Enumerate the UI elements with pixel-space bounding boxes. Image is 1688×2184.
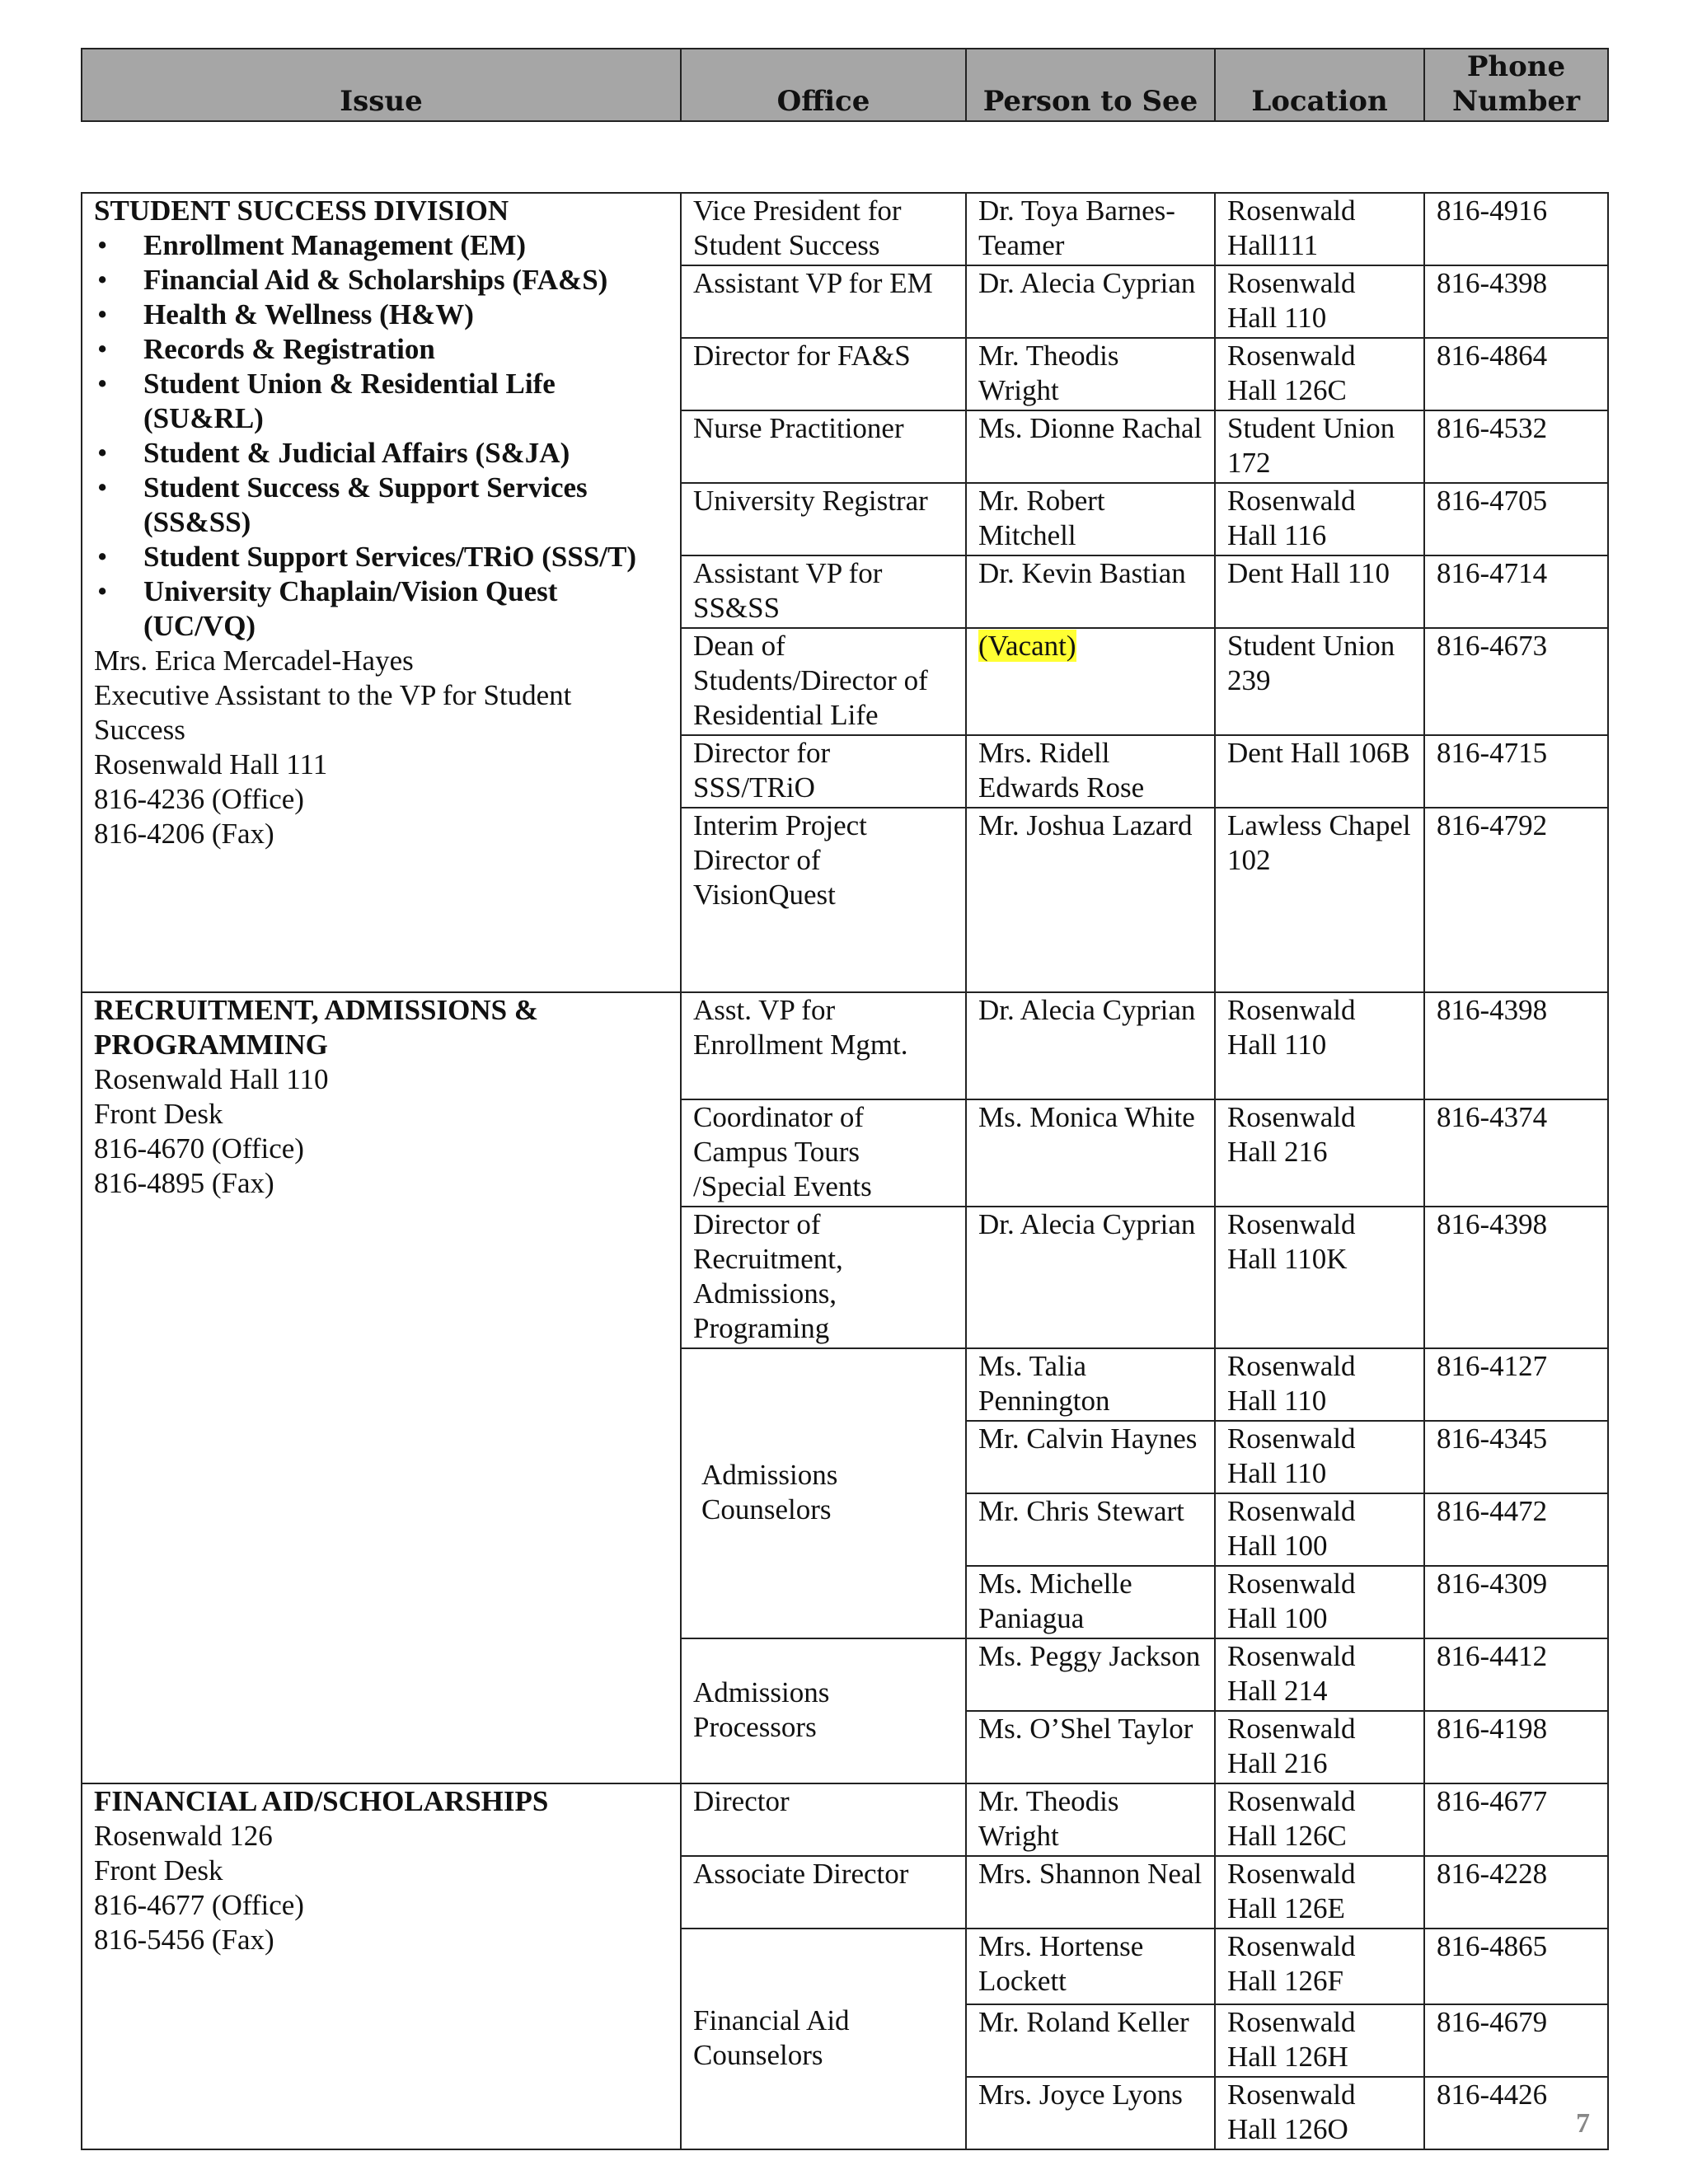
person-column-header: Person to See	[966, 49, 1215, 121]
contact-line: Executive Assistant to the VP for Student Success	[94, 679, 572, 746]
location-cell: Dent Hall 110	[1215, 555, 1424, 628]
phone-cell: 816-4916	[1424, 193, 1608, 265]
location-cell: Lawless Chapel 102	[1215, 808, 1424, 992]
contact-line: 816-4677 (Office)	[94, 1889, 304, 1921]
person-cell: Mr. Theodis Wright	[966, 1783, 1215, 1856]
phone-cell: 816-4345	[1424, 1421, 1608, 1493]
list-item: • University Chaplain/Vision Quest (UC/VQ)	[94, 574, 668, 644]
person-cell: Ms. Monica White	[966, 1099, 1215, 1207]
person-cell: Mr. Roland Keller	[966, 2004, 1215, 2077]
person-cell: Dr. Alecia Cyprian	[966, 1207, 1215, 1348]
location-cell: Rosenwald Hall 100	[1215, 1493, 1424, 1566]
location-cell: Rosenwald Hall 126F	[1215, 1929, 1424, 2004]
person-cell: Mrs. Hortense Lockett	[966, 1929, 1215, 2004]
list-item: • Records & Registration	[94, 332, 668, 367]
location-column-header: Location	[1215, 49, 1424, 121]
phone-cell: 816-4677	[1424, 1783, 1608, 1856]
person-cell: Dr. Toya Barnes-Teamer	[966, 193, 1215, 265]
contact-line: Mrs. Erica Mercadel-Hayes	[94, 644, 414, 677]
financial-aid-issue-cell	[82, 1783, 681, 2149]
location-cell: Rosenwald Hall 126C	[1215, 1783, 1424, 1856]
section-title: RECRUITMENT, ADMISSIONS & PROGRAMMING	[94, 994, 539, 1061]
phone-cell: 816-4864	[1424, 338, 1608, 410]
issue-column-header: Issue	[82, 49, 681, 121]
person-cell: Dr. Kevin Bastian	[966, 555, 1215, 628]
location-cell: Rosenwald Hall 214	[1215, 1638, 1424, 1711]
location-cell: Student Union 172	[1215, 410, 1424, 483]
office-cell: Coordinator of Campus Tours /Special Events	[681, 1099, 966, 1207]
section-title: STUDENT SUCCESS DIVISION	[94, 194, 509, 227]
student-success-issue-cell	[82, 193, 681, 992]
office-cell: Director of Recruitment, Admissions, Programing	[681, 1207, 966, 1348]
office-cell: Asst. VP for Enrollment Mgmt.	[681, 992, 966, 1099]
phone-cell: 816-4792	[1424, 808, 1608, 992]
phone-cell: 816-4715	[1424, 735, 1608, 808]
contact-line: Rosenwald 126	[94, 1820, 273, 1852]
phone-cell: 816-4374	[1424, 1099, 1608, 1207]
phone-cell: 816-4426	[1424, 2077, 1608, 2149]
office-cell: Interim Project Director of VisionQuest	[681, 808, 966, 992]
location-cell: Dent Hall 106B	[1215, 735, 1424, 808]
contact-line: 816-4895 (Fax)	[94, 1167, 274, 1199]
office-column-header: Office	[681, 49, 966, 121]
directory-table	[81, 192, 1609, 2150]
contact-line: 816-4670 (Office)	[94, 1132, 304, 1165]
person-cell: Dr. Alecia Cyprian	[966, 265, 1215, 338]
phone-cell: 816-4398	[1424, 1207, 1608, 1348]
person-cell: Ms. Peggy Jackson	[966, 1638, 1215, 1711]
person-cell: Mr. Robert Mitchell	[966, 483, 1215, 555]
person-cell	[966, 628, 1215, 735]
location-cell: Rosenwald Hall 100	[1215, 1566, 1424, 1638]
phone-cell: 816-4309	[1424, 1566, 1608, 1638]
office-cell: University Registrar	[681, 483, 966, 555]
office-cell: Associate Director	[681, 1856, 966, 1929]
office-cell: Assistant VP for SS&SS	[681, 555, 966, 628]
phone-column-header: Phone Number	[1424, 49, 1608, 121]
office-cell: Vice President for Student Success	[681, 193, 966, 265]
person-cell: Ms. O’Shel Taylor	[966, 1711, 1215, 1783]
contact-line: Front Desk	[94, 1098, 223, 1130]
location-cell: Student Union 239	[1215, 628, 1424, 735]
column-header-table	[81, 48, 1609, 122]
phone-cell: 816-4198	[1424, 1711, 1608, 1783]
table-row	[82, 992, 1608, 1099]
phone-cell: 816-4705	[1424, 483, 1608, 555]
list-item: • Student Support Services/TRiO (SSS/T)	[94, 540, 668, 574]
location-cell: Rosenwald Hall 110	[1215, 265, 1424, 338]
person-cell: Mr. Joshua Lazard	[966, 808, 1215, 992]
list-item: • Student Union & Residential Life (SU&RL)	[94, 367, 668, 436]
location-cell: Rosenwald Hall 126E	[1215, 1856, 1424, 1929]
location-cell: Rosenwald Hall 110	[1215, 1421, 1424, 1493]
recruitment-issue-cell	[82, 992, 681, 1783]
office-label: Admissions Counselors	[701, 1459, 838, 1526]
location-cell: Rosenwald Hall 126H	[1215, 2004, 1424, 2077]
person-cell: Mrs. Shannon Neal	[966, 1856, 1215, 1929]
phone-cell: 816-4228	[1424, 1856, 1608, 1929]
person-cell: Mr. Chris Stewart	[966, 1493, 1215, 1566]
location-cell: Rosenwald Hall 110	[1215, 992, 1424, 1099]
list-item: • Student & Judicial Affairs (S&JA)	[94, 436, 668, 471]
location-cell: Rosenwald Hall 216	[1215, 1099, 1424, 1207]
table-row	[82, 1783, 1608, 1856]
office-cell: Financial Aid Counselors	[681, 1929, 966, 2149]
phone-cell: 816-4472	[1424, 1493, 1608, 1566]
contact-line: Rosenwald Hall 110	[94, 1063, 329, 1095]
section-title: FINANCIAL AID/SCHOLARSHIPS	[94, 1785, 549, 1817]
office-cell: Dean of Students/Director of Residential Life	[681, 628, 966, 735]
phone-cell: 816-4398	[1424, 992, 1608, 1099]
phone-cell: 816-4673	[1424, 628, 1608, 735]
office-cell: Director for FA&S	[681, 338, 966, 410]
person-cell: Mrs. Joyce Lyons	[966, 2077, 1215, 2149]
office-cell	[681, 1348, 966, 1638]
office-cell: Assistant VP for EM	[681, 265, 966, 338]
page-number: 7	[1576, 2108, 1590, 2139]
person-cell: Mr. Theodis Wright	[966, 338, 1215, 410]
person-cell: Dr. Alecia Cyprian	[966, 992, 1215, 1099]
person-cell: Mrs. Ridell Edwards Rose	[966, 735, 1215, 808]
location-cell: Rosenwald Hall 126O	[1215, 2077, 1424, 2149]
office-cell: Director for SSS/TRiO	[681, 735, 966, 808]
column-header-row	[82, 49, 1608, 121]
list-item: • Student Success & Support Services (SS&SS)	[94, 471, 668, 540]
list-item: • Health & Wellness (H&W)	[94, 298, 668, 332]
person-cell: Ms. Dionne Rachal	[966, 410, 1215, 483]
person-cell: Mr. Calvin Haynes	[966, 1421, 1215, 1493]
office-cell: Admissions Processors	[681, 1638, 966, 1783]
phone-cell: 816-4398	[1424, 265, 1608, 338]
division-unit-list	[94, 228, 668, 644]
office-cell: Nurse Practitioner	[681, 410, 966, 483]
location-cell: Rosenwald Hall 110	[1215, 1348, 1424, 1421]
contact-line: 816-5456 (Fax)	[94, 1924, 274, 1956]
phone-cell: 816-4532	[1424, 410, 1608, 483]
contact-line: Front Desk	[94, 1854, 223, 1886]
phone-cell: 816-4127	[1424, 1348, 1608, 1421]
contact-line: Rosenwald Hall 111	[94, 748, 328, 780]
location-cell: Rosenwald Hall 126C	[1215, 338, 1424, 410]
person-cell: Ms. Michelle Paniagua	[966, 1566, 1215, 1638]
location-cell: Rosenwald Hall111	[1215, 193, 1424, 265]
phone-cell: 816-4679	[1424, 2004, 1608, 2077]
vacant-highlight: (Vacant)	[978, 630, 1076, 662]
location-cell: Rosenwald Hall 216	[1215, 1711, 1424, 1783]
phone-cell: 816-4865	[1424, 1929, 1608, 2004]
phone-cell: 816-4714	[1424, 555, 1608, 628]
location-cell: Rosenwald Hall 116	[1215, 483, 1424, 555]
office-cell: Director	[681, 1783, 966, 1856]
list-item: • Enrollment Management (EM)	[94, 228, 668, 263]
location-cell: Rosenwald Hall 110K	[1215, 1207, 1424, 1348]
person-cell: Ms. Talia Pennington	[966, 1348, 1215, 1421]
phone-cell: 816-4412	[1424, 1638, 1608, 1711]
contact-line: 816-4206 (Fax)	[94, 818, 274, 850]
contact-line: 816-4236 (Office)	[94, 783, 304, 815]
table-row	[82, 193, 1608, 265]
list-item: • Financial Aid & Scholarships (FA&S)	[94, 263, 668, 298]
